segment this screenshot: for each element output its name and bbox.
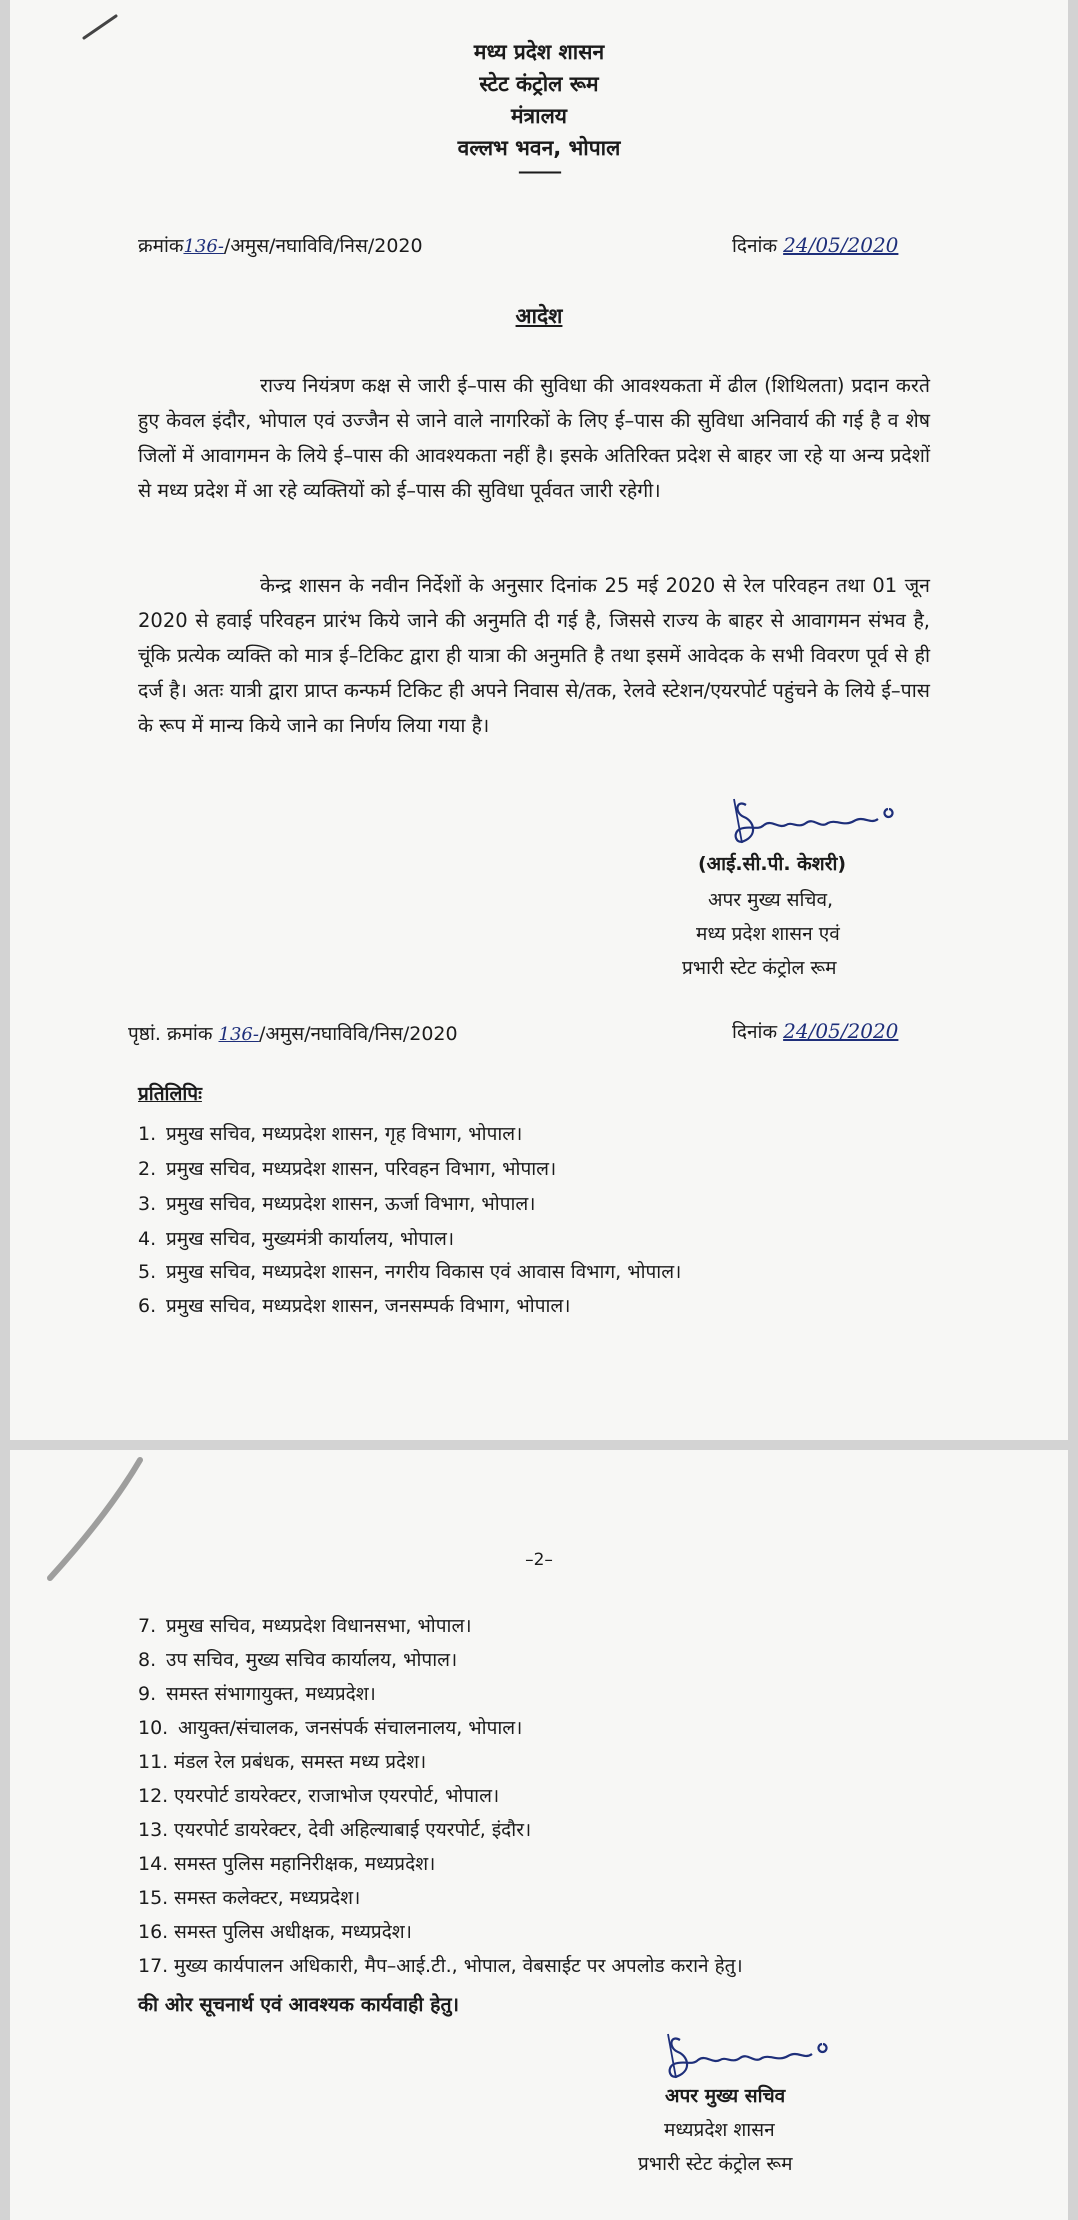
order-paragraph-1: राज्य नियंत्रण कक्ष से जारी ई–पास की सुविधा की आवश्यकता में ढील (शिथिलता) प्रदान करते हुए केवल इंदौर, भोपाल एवं उज्जैन से जाने वाले नागरिकों के लिए ई–पास की सुविधा अनिवार्य की गई है व शेष जिलों में आवागमन के लिये ई–पास की आवश्यकता नहीं है। इसके अतिरिक्त प्रदेश से बाहर जा रहे या अन्य प्रदेशों से मध्य प्रदेश में आ रहे व्यक्तियों को ई–पास की सुविधा पूर्ववत जारी रहेगी। [138, 374, 930, 502]
order-paragraph-2: केन्द्र शासन के नवीन निर्देशों के अनुसार दिनांक 25 मई 2020 से रेल परिवहन तथा 01 जून 2020 से हवाई परिवहन प्रारंभ किये जाने की अनुमति दी गई है, जिससे राज्य के बाहर से आवागमन संभव है, चूंकि प्रत्येक व्यक्ति को मात्र ई–टिकिट द्वारा ही यात्रा की अनुमति है तथा इसमें आवेदक के सभी विवरण पूर्व से ही दर्ज है। अतः यात्री द्वारा प्राप्त कन्फर्म टिकिट ही अपने निवास से/तक, रेलवे स्टेशन/एयरपोर्ट पहुंचने के लिये ई–पास के रूप में मान्य किये जाने का निर्णय लिया गया है। [138, 574, 930, 737]
document-page-1 [10, 0, 1068, 1440]
signature-scribble [662, 2030, 852, 2086]
list-item: 11. मंडल रेल प्रबंधक, समस्त मध्य प्रदेश। [138, 1751, 427, 1773]
signatory-name: (आई.सी.पी. केशरी) [698, 853, 847, 875]
endorsement-number-handwritten: 136- [218, 1024, 259, 1045]
list-item: 3. प्रमुख सचिव, मध्यप्रदेश शासन, ऊर्जा विभाग, भोपाल। [138, 1193, 536, 1215]
signatory-government-2: मध्यप्रदेश शासन [664, 2119, 775, 2141]
endorsement-prefix: पृष्ठां. क्रमांक [128, 1023, 213, 1045]
header-government: मध्य प्रदेश शासन [473, 40, 605, 64]
list-item: 17. मुख्य कार्यपालन अधिकारी, मैप–आई.टी., भोपाल, वेबसाईट पर अपलोड कराने हेतु। [138, 1955, 743, 1977]
ref-prefix: क्रमांक [138, 235, 184, 257]
list-item: 12. एयरपोर्ट डायरेक्टर, राजाभोज एयरपोर्ट, भोपाल। [138, 1785, 500, 1807]
list-item: 6. प्रमुख सचिव, मध्यप्रदेश शासन, जनसम्पर्क विभाग, भोपाल। [138, 1295, 571, 1317]
endorsement-date-handwritten: 24/05/2020 [783, 1019, 899, 1043]
ref-number-handwritten: 136- [183, 236, 224, 257]
signature-scribble [728, 795, 918, 851]
endorsement-suffix: /अमुस/नघाविवि/निस/2020 [258, 1023, 458, 1045]
copy-heading: प्रतिलिपिः [138, 1083, 202, 1105]
order-title: आदेश [515, 304, 563, 328]
list-item: 2. प्रमुख सचिव, मध्यप्रदेश शासन, परिवहन विभाग, भोपाल। [138, 1158, 557, 1180]
header-control-room: स्टेट कंट्रोल रूम [479, 72, 599, 96]
header-mantralaya: मंत्रालय [510, 104, 567, 128]
list-item: 10. आयुक्त/संचालक, जनसंपर्क संचालनालय, भोपाल। [138, 1717, 523, 1739]
signatory-charge: प्रभारी स्टेट कंट्रोल रूम [682, 957, 837, 979]
signatory-charge-2: प्रभारी स्टेट कंट्रोल रूम [638, 2153, 793, 2175]
header-rule: ——— [518, 162, 560, 181]
list-item: 8. उप सचिव, मुख्य सचिव कार्यालय, भोपाल। [138, 1649, 458, 1671]
list-item: 9. समस्त संभागायुक्त, मध्यप्रदेश। [138, 1683, 376, 1705]
endorsement-date-label: दिनांक [732, 1021, 778, 1043]
list-item: 1. प्रमुख सचिव, मध्यप्रदेश शासन, गृह विभाग, भोपाल। [138, 1123, 523, 1145]
signatory-designation-2: अपर मुख्य सचिव [665, 2085, 786, 2107]
document-page-2 [10, 1450, 1068, 2220]
page-number: –2– [525, 1550, 553, 1570]
order-reference [138, 232, 423, 258]
list-item: 13. एयरपोर्ट डायरेक्टर, देवी अहिल्याबाई एयरपोर्ट, इंदौर। [138, 1819, 532, 1841]
endorsement-date [732, 1018, 898, 1044]
signatory-government: मध्य प्रदेश शासन एवं [696, 923, 840, 945]
header-address: वल्लभ भवन, भोपाल [457, 136, 621, 160]
closing-line: की ओर सूचनार्थ एवं आवश्यक कार्यवाही हेतु। [138, 1993, 460, 2016]
list-item: 5. प्रमुख सचिव, मध्यप्रदेश शासन, नगरीय विकास एवं आवास विभाग, भोपाल। [138, 1261, 682, 1283]
endorsement-reference [128, 1020, 458, 1046]
date-label: दिनांक [732, 235, 778, 257]
list-item: 7. प्रमुख सचिव, मध्यप्रदेश विधानसभा, भोपाल। [138, 1615, 472, 1637]
signatory-designation: अपर मुख्य सचिव, [708, 889, 834, 911]
list-item: 4. प्रमुख सचिव, मुख्यमंत्री कार्यालय, भोपाल। [138, 1228, 455, 1250]
list-item: 15. समस्त कलेक्टर, मध्यप्रदेश। [138, 1887, 361, 1909]
order-date [732, 232, 898, 258]
date-handwritten: 24/05/2020 [783, 233, 899, 257]
ref-suffix: /अमुस/नघाविवि/निस/2020 [223, 235, 423, 257]
list-item: 14. समस्त पुलिस महानिरीक्षक, मध्यप्रदेश। [138, 1853, 436, 1875]
list-item: 16. समस्त पुलिस अधीक्षक, मध्यप्रदेश। [138, 1921, 412, 1943]
